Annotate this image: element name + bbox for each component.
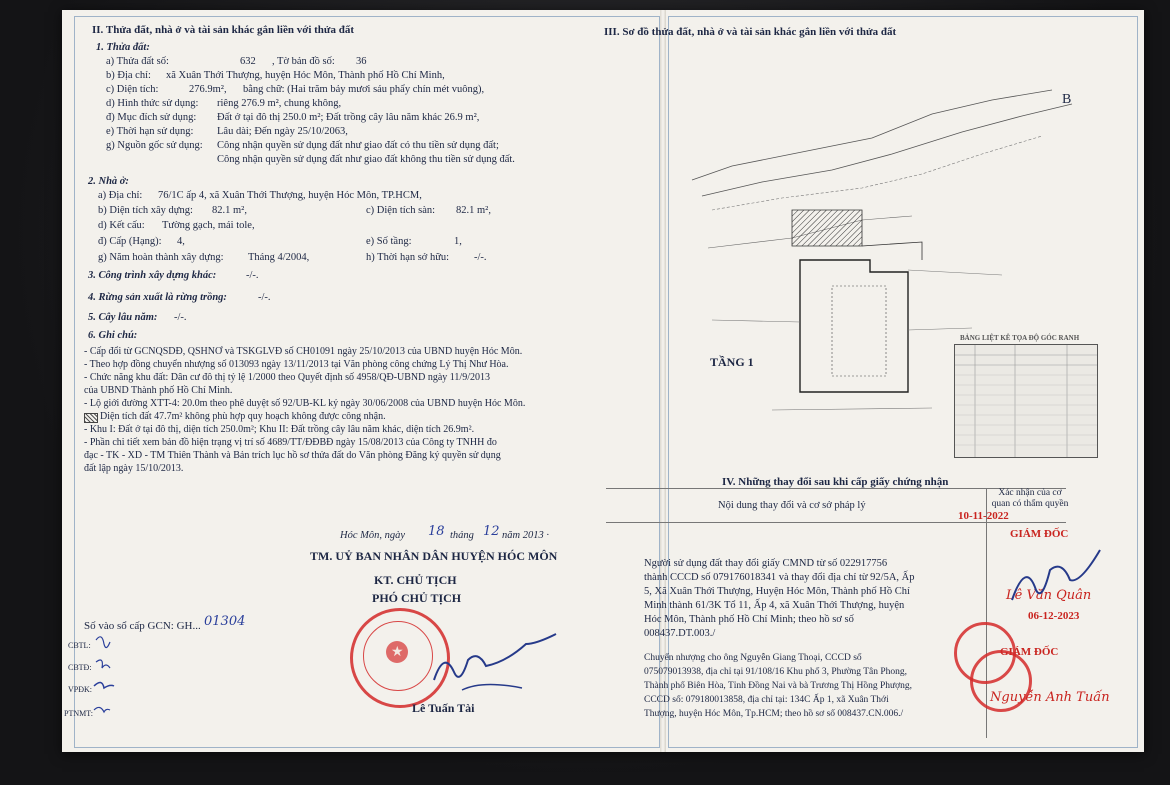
change2-line3: Thành phố Biên Hòa, Tỉnh Đồng Nai và bà Trương Thị Hồng Phượng, [644,681,913,691]
register-value: 01304 [204,614,246,629]
house-c-label: c) Diện tích sàn: [366,205,436,216]
section2-title: II. Thửa đất, nhà ở và tài sản khác gắn liền với thửa đất [92,24,355,36]
land-a-label: a) Thửa đất số: [106,56,169,67]
land-dd-value: Đất ở tại đô thị 250.0 m²; Đất trồng cây lâu năm khác 26.9 m², [217,112,480,123]
section4-header-rule [606,522,1066,523]
house-b-label: b) Diện tích xây dựng: [98,205,193,216]
note-8: - Phần chi tiết xem bản đồ hiện trạng vị trí số 4689/TT/ĐĐBĐ ngày 15/08/2013 của Công ty TNHH đo [84,437,497,448]
change1-line3: 5, Xã Xuân Thới Thượng, Huyện Hóc Môn, Thành phố Hồ Chí [644,586,910,597]
item6-label: 6. Ghi chú: [88,330,138,341]
vice-chairman-signature [422,620,582,700]
initial-ptnmt: PTNMT: [64,709,93,718]
initials-scribbles [92,630,132,730]
change2-line5: Thượng, huyện Hóc Môn, Tp.HCM; theo hồ sơ số 008437.CN.006./ [644,709,904,719]
change2-name: Nguyễn Anh Tuấn [990,690,1110,705]
change1-date: 10-11-2022 [958,510,1009,522]
house-dd-label: đ) Cấp (Hạng): [98,236,162,247]
change2-line2: 075079013938, địa chỉ tại 91/108/16 Khu phố 3, Phường Tân Phong, [644,667,908,677]
seal-star-icon: ★ [391,645,404,660]
land-b-label: b) Địa chỉ: [106,70,151,81]
house-g-value: Tháng 4/2004, [248,252,310,263]
floor-label: TẦNG 1 [710,355,754,369]
house-a-label: a) Địa chỉ: [98,190,143,201]
item4-value: -/-. [258,292,271,303]
note-2: - Theo hợp đồng chuyển nhượng số 013093 ngày 13/11/2013 tại Văn phòng công chứng Lý Thị Như Hòa. [84,359,509,370]
coord-table-title: BẢNG LIỆT KÊ TỌA ĐỘ GÓC RANH [960,334,1080,342]
note-7: - Khu I: Đất ở tại đô thị, diện tích 250.0m²; Khu II: Đất trồng cây lâu năm khác, diện tích 26.9m². [84,424,475,435]
house-e-value: 1, [454,236,462,247]
note-9: đạc - TK - XD - TM Thiên Thành và Bản trích lục hồ sơ thửa đất do Văn phòng Đăng ký quyền sử dụng [84,450,501,461]
land-map-label: , Tờ bản đồ số: [272,56,335,67]
change2-date: 06-12-2023 [1028,610,1080,622]
land-g-label: g) Nguồn gốc sử dụng: [106,140,203,151]
land-map-value: 36 [356,56,367,67]
change2-line4: CCCD số: 079180013858, địa chỉ tại: 134C Ấp 1, xã Xuân Thới [644,695,889,705]
change1-signature [1002,540,1112,620]
house-d-value: Tường gạch, mái tole, [162,220,255,231]
house-a-value: 76/1C ấp 4, xã Xuân Thới Thượng, huyện Hóc Môn, TP.HCM, [158,190,422,201]
house-e-label: e) Số tầng: [366,236,412,247]
col-confirm-header: Xác nhận của cơ quan có thẩm quyền [991,488,1069,509]
item5-label: 5. Cây lâu năm: [88,312,158,323]
land-a-value: 632 [240,56,256,67]
change1-line6: 008437.DT.003./ [644,628,716,639]
date-year: năm 2013 · [502,530,549,541]
note-4: của UBND Thành phố Hồ Chí Minh. [84,385,233,396]
change1-line4: Minh thành 61/3K Tổ 11, Ấp 4, xã Xuân Thới Thượng, huyện [644,600,905,611]
land-e-label: e) Thời hạn sử dụng: [106,126,194,137]
date-month: 12 [483,524,500,539]
sign-role: PHÓ CHỦ TỊCH [372,591,462,605]
coordinate-table [954,344,1098,458]
section4-title: IV. Những thay đổi sau khi cấp giấy chứng nhận [722,476,949,488]
item3-label: 3. Công trình xây dựng khác: [88,270,217,281]
house-c-value: 82.1 m², [456,205,491,216]
land-c-value: 276.9m², [189,84,227,95]
initial-cbtl: CBTL: [68,641,91,650]
land-g-value1: Công nhận quyền sử dụng đất như giao đất có thu tiền sử dụng đất; [217,140,499,151]
house-h-value: -/-. [474,252,487,263]
change2-seal [970,650,1032,712]
initial-vpdk: VPĐK: [68,685,93,694]
change1-line2: thành CCCD số 079176018341 và thay đổi địa chỉ từ 92/5A, Ấp [644,572,915,583]
house-b-value: 82.1 m², [212,205,247,216]
land-b-value: xã Xuân Thới Thượng, huyện Hóc Môn, Thành phố Hồ Chí Minh, [166,70,445,81]
change1-role: GIÁM ĐỐC [1010,528,1069,540]
note-6: Diện tích đất 47.7m² không phù hợp quy hoạch không được công nhận. [100,411,386,422]
house-dd-value: 4, [177,236,185,247]
page-fold [660,10,666,752]
land-g-value2: Công nhận quyền sử dụng đất như giao đất không thu tiền sử dụng đất. [217,154,515,165]
note-5: - Lộ giới đường XTT-4: 20.0m theo phê duyệt số 92/UB-KL ký ngày 30/06/2008 của UBND huyện Hóc Môn. [84,398,526,409]
date-month-label: tháng [450,530,474,541]
change1-name: Lê Văn Quân [1006,588,1092,603]
land-c-words: bằng chữ: (Hai trăm bảy mươi sáu phẩy chín mét vuông), [243,84,485,95]
change1-line5: Hóc Môn, Thành phố Hồ Chí Minh; theo hồ sơ số [644,614,854,625]
date-line-label: Hóc Môn, ngày [340,530,406,541]
hatched-area-legend [84,413,98,423]
land-heading: 1. Thửa đất: [96,42,150,53]
section3-title: III. Sơ đồ thửa đất, nhà ở và tài sản khác gắn liền với thửa đất [604,26,897,38]
house-h-label: h) Thời hạn sở hữu: [366,252,450,263]
item5-value: -/-. [174,312,187,323]
col-content-header: Nội dung thay đổi và cơ sở pháp lý [718,500,866,511]
land-c-label: c) Diện tích: [106,84,159,95]
land-e-value: Lâu dài; Đến ngày 25/10/2063, [217,126,348,137]
house-g-label: g) Năm hoàn thành xây dựng: [98,252,224,263]
house-d-label: d) Kết cấu: [98,220,145,231]
initial-cbtd: CBTĐ: [68,663,92,672]
date-day: 18 [428,524,445,539]
register-label: Số vào sổ cấp GCN: GH... [84,620,201,632]
certificate-sheet [62,10,1144,752]
land-dd-label: đ) Mục đích sử dụng: [106,112,197,123]
corner-letter: B [1062,92,1072,107]
house-heading: 2. Nhà ở: [88,176,129,187]
item4-label: 4. Rừng sản xuất là rừng trồng: [88,292,227,303]
change2-role: GIÁM ĐỐC [1000,646,1059,658]
change1-line1: Người sử dụng đất thay đổi giấy CMND từ số 022917756 [644,558,888,569]
note-3: - Chức năng khu đất: Dân cư đô thị tỷ lệ 1/2000 theo Quyết định số 4958/QĐ-UBND ngày 11/9/2013 [84,372,490,383]
land-d-label: d) Hình thức sử dụng: [106,98,199,109]
change2-line1: Chuyển nhượng cho ông Nguyễn Giang Thoại, CCCD số [644,653,862,663]
sign-org: TM. UỶ BAN NHÂN DÂN HUYỆN HÓC MÔN [310,549,558,563]
land-d-value: riêng 276.9 m², chung không, [217,98,342,109]
sign-kt: KT. CHỦ TỊCH [374,573,457,587]
signer-name: Lê Tuấn Tài [412,701,475,715]
note-1: - Cấp đổi từ GCNQSDĐ, QSHNƠ và TSKGLVĐ số CH01091 ngày 25/10/2013 của UBND huyện Hóc Môn. [84,346,523,357]
note-10: đất lập ngày 15/10/2013. [84,463,184,474]
item3-value: -/-. [246,270,259,281]
